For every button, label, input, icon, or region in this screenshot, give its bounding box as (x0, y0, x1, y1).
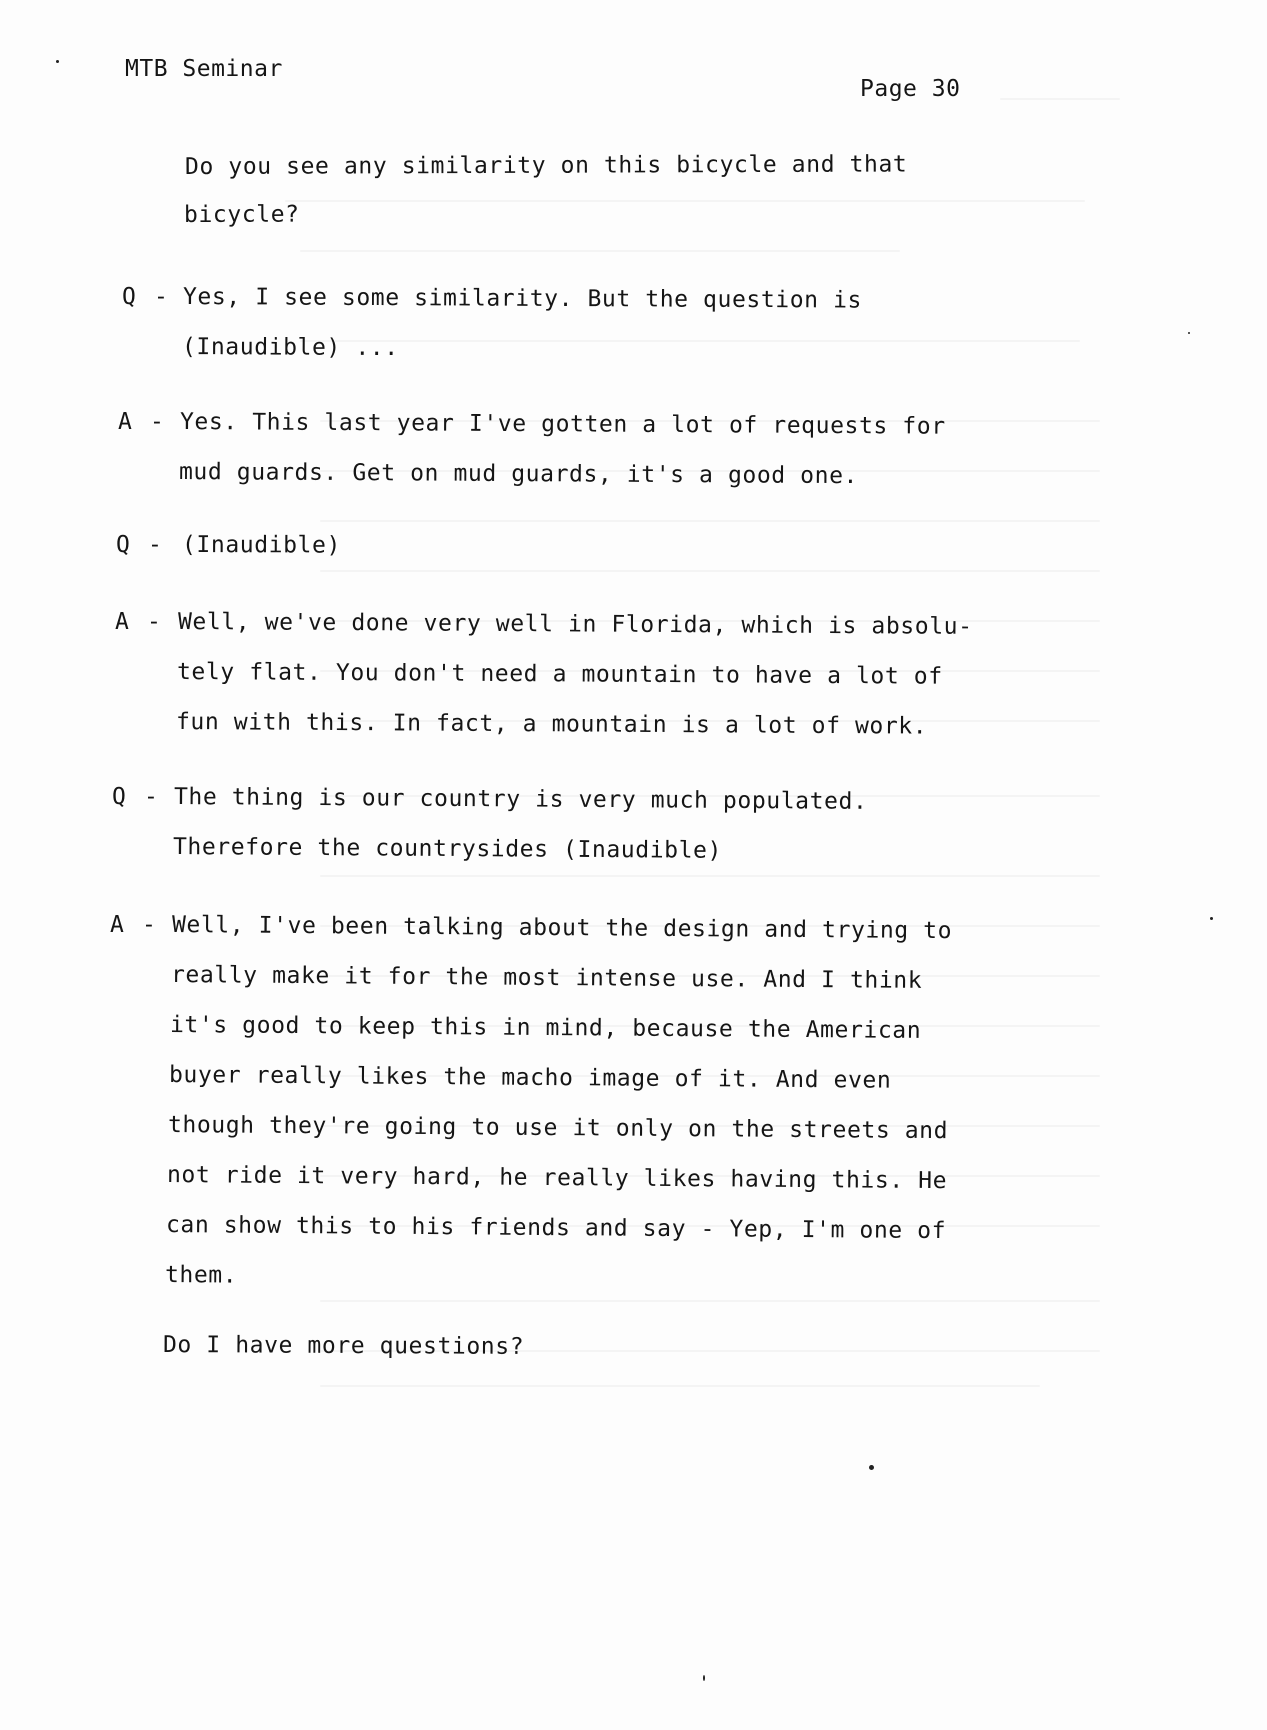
speaker-dash: - (142, 912, 156, 938)
transcript-line: not ride it very hard, he really likes having this. He (166, 1162, 948, 1195)
speaker-dash: - (148, 532, 162, 558)
transcript-line: can show this to his friends and say - Yep, I'm one of (165, 1212, 947, 1245)
page-number: Page 30 (860, 76, 961, 102)
transcript-line: bicycle? (183, 201, 300, 228)
speaker-label: A (110, 912, 125, 938)
transcript-line: tely flat. You don't need a mountain to have a lot of (176, 659, 943, 690)
ink-speck (703, 1675, 705, 1681)
speaker-label: Q (112, 784, 127, 810)
transcript-line: though they're going to use it only on the streets and (167, 1112, 949, 1145)
transcript-line: Do I have more questions? (162, 1332, 525, 1360)
speaker-dash: - (154, 284, 168, 310)
ink-speck (56, 60, 59, 63)
transcript-line: Do you see any similarity on this bicycle and that (184, 151, 908, 180)
transcript-line: really make it for the most intense use. And I think (170, 962, 923, 994)
transcript-line: Yes, I see some similarity. But the question is (182, 284, 863, 314)
transcript-line: Well, we've done very well in Florida, which is absolu- (177, 609, 973, 640)
ink-speck (1188, 332, 1190, 334)
transcript-line: The thing is our country is very much populated. (173, 784, 868, 815)
transcript-line: Yes. This last year I've gotten a lot of requests for (179, 409, 946, 440)
ink-speck (1210, 917, 1213, 920)
transcript-line: fun with this. In fact, a mountain is a lot of work. (175, 709, 928, 740)
ink-speck (869, 1465, 874, 1470)
speaker-label: Q (122, 284, 137, 310)
transcript-line: mud guards. Get on mud guards, it's a good one. (178, 459, 859, 490)
transcript-line: them. (164, 1262, 238, 1289)
transcript-line: buyer really likes the macho image of it. And even (168, 1062, 892, 1094)
transcript-line: Therefore the countrysides (Inaudible) (172, 834, 723, 864)
transcript-line: it's good to keep this in mind, because the American (169, 1012, 922, 1044)
speaker-dash: - (147, 609, 161, 635)
speaker-dash: - (144, 784, 158, 810)
speaker-label: A (118, 409, 133, 435)
speaker-label: A (115, 609, 130, 635)
transcript-line: (Inaudible) ... (181, 334, 399, 362)
document-title: MTB Seminar (125, 56, 283, 82)
speaker-dash: - (150, 409, 164, 435)
transcript-line: (Inaudible) (181, 532, 341, 559)
speaker-label: Q (116, 532, 131, 558)
transcript-line: Well, I've been talking about the design and trying to (171, 912, 953, 945)
